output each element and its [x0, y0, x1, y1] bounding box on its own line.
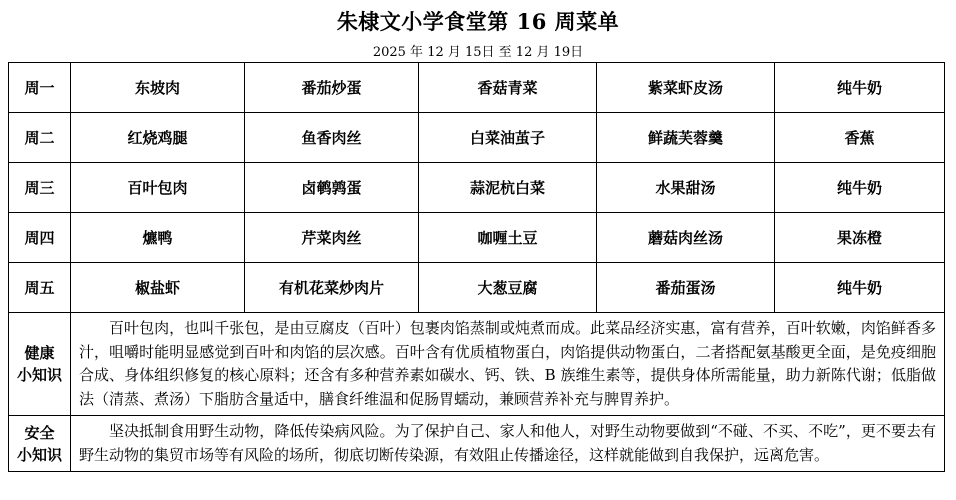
dish-cell: 香菇青菜: [419, 63, 597, 113]
health-tips-text-cell: [71, 313, 945, 416]
health-label-line2: 小知识: [16, 366, 62, 384]
safety-tips-text-cell: [71, 416, 945, 472]
dish-cell: 椒盐虾: [71, 263, 245, 313]
date-range: 2025 年 12 月 15日 至 12 月 19日: [372, 45, 584, 60]
health-tips-row: [9, 313, 945, 416]
dish-cell: 大葱豆腐: [419, 263, 597, 313]
dish-cell: 蘑菇肉丝汤: [597, 213, 775, 263]
dish-cell: 卤鹌鹑蛋: [245, 163, 419, 213]
dish-cell: 咖喱土豆: [419, 213, 597, 263]
menu-row-wednesday: [9, 163, 945, 213]
day-label: 周二: [9, 113, 71, 163]
menu-row-friday: [9, 263, 945, 313]
day-label: 周五: [9, 263, 71, 313]
day-label: 周一: [9, 63, 71, 113]
menu-row-monday: [9, 63, 945, 113]
dish-cell: 紫菜虾皮汤: [597, 63, 775, 113]
dish-cell: 鲜蔬芙蓉羹: [597, 113, 775, 163]
safety-tips-label: [9, 416, 71, 472]
dish-cell: 白菜油茧子: [419, 113, 597, 163]
dish-cell: 红烧鸡腿: [71, 113, 245, 163]
dish-cell: 番茄蛋汤: [597, 263, 775, 313]
day-label: 周三: [9, 163, 71, 213]
menu-row-thursday: [9, 213, 945, 263]
dish-cell: 水果甜汤: [597, 163, 775, 213]
safety-tips-row: [9, 416, 945, 472]
dish-cell: 爊鸭: [71, 213, 245, 263]
dish-cell: 纯牛奶: [775, 263, 945, 313]
dish-cell: 果冻橙: [775, 213, 945, 263]
dish-cell: 纯牛奶: [775, 163, 945, 213]
dish-cell: 百叶包肉: [71, 163, 245, 213]
health-tips-label: [9, 313, 71, 416]
dish-cell: 纯牛奶: [775, 63, 945, 113]
dish-cell: 香蕉: [775, 113, 945, 163]
health-tips-text: 百叶包肉，也叫千张包，是由豆腐皮（百叶）包裹肉馅蒸制或炖煮而成。此菜品经济实惠，富有营养，百叶软嫩，肉馅鲜香多汁，咀嚼时能明显感觉到百叶和肉馅的层次感。百叶含有优质植物蛋白，肉馅提供动物蛋白，二者搭配氨基酸更全面，是免疫细胞合成、身体组织修复的核心原料；还含有多种营养素如碳水、钙、铁、B 族维生素等，提供身体所需能量，助力新陈代谢；低脂做法（清蒸、煮汤）下脂肪含量适中，膳食纤维温和促肠胃蠕动，兼顾营养补充与脾胃养护。: [79, 319, 936, 408]
dish-cell: 有机花菜炒肉片: [245, 263, 419, 313]
dish-cell: 芹菜肉丝: [245, 213, 419, 263]
safety-label-line1: 安全: [24, 423, 55, 442]
safety-label-line2: 小知识: [16, 445, 62, 464]
safety-tips-text: 坚决抵制食用野生动物，降低传染病风险。为了保护自己、家人和他人，对野生动物要做到“不碰、不买、不吃”，更不要去有野生动物的集贸市场等有风险的场所，彻底切断传染源，有效阻止传播途径，这样就能做到自我保护，远离危害。: [79, 422, 936, 464]
health-label-line1: 健康: [24, 344, 55, 362]
dish-cell: 东坡肉: [71, 63, 245, 113]
dish-cell: 番茄炒蛋: [245, 63, 419, 113]
dish-cell: 鱼香肉丝: [245, 113, 419, 163]
day-label: 周四: [9, 213, 71, 263]
dish-cell: 蒜泥杭白菜: [419, 163, 597, 213]
page-title: 朱棣文小学食堂第 16 周菜单: [336, 9, 620, 34]
menu-row-tuesday: [9, 113, 945, 163]
menu-table: [8, 62, 945, 472]
